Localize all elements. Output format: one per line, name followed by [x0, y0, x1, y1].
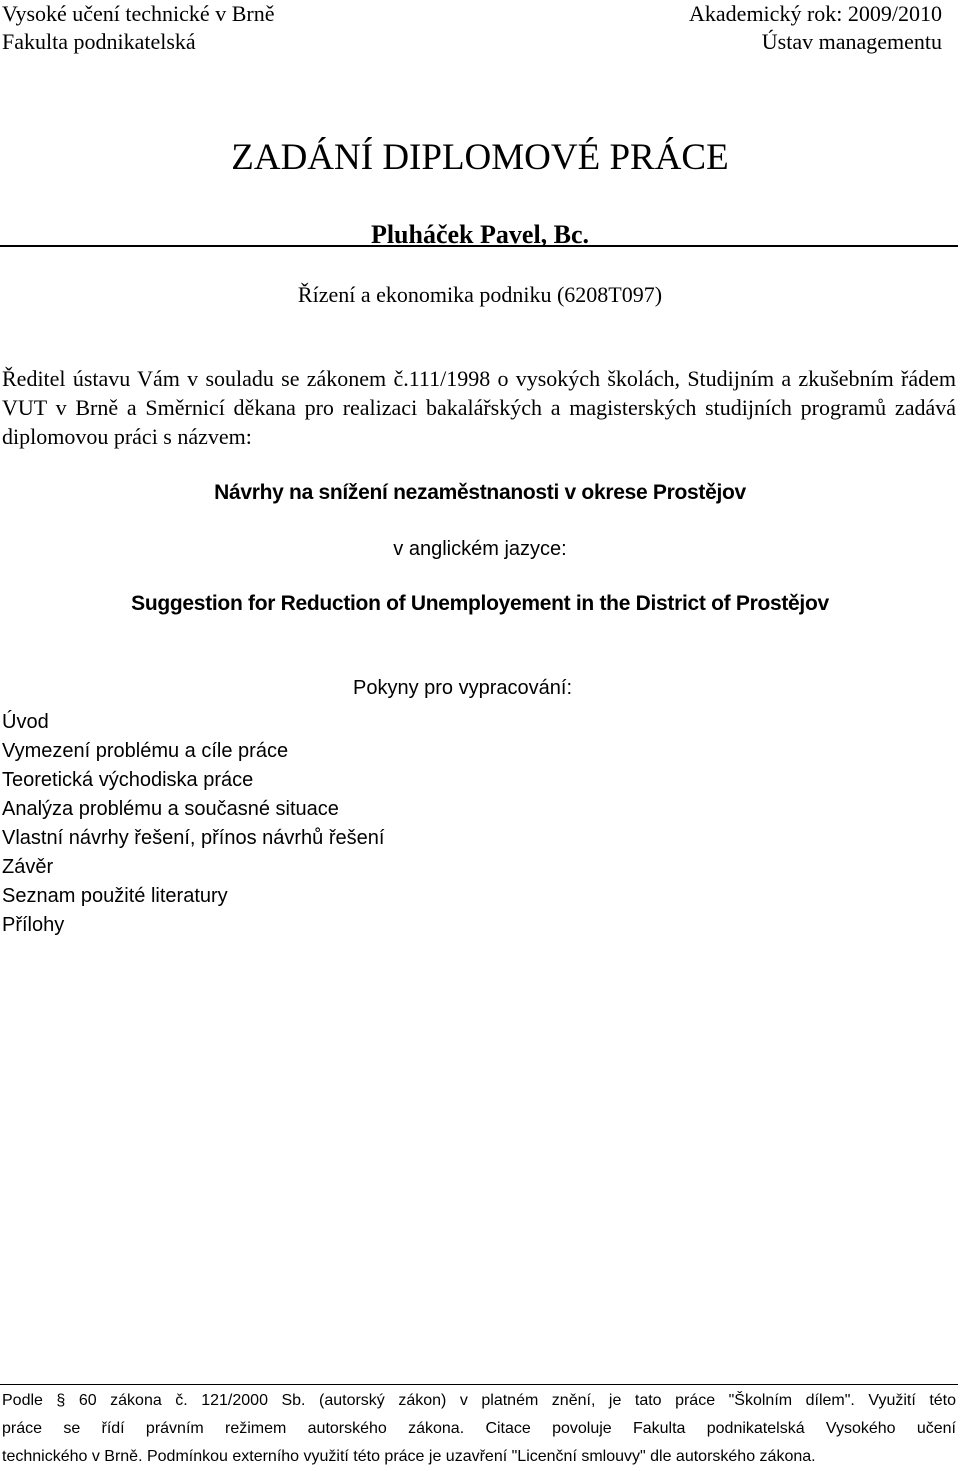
instructions-list	[2, 708, 384, 940]
study-program: Řízení a ekonomika podniku (6208T097)	[297, 282, 663, 307]
academic-year: Akademický rok: 2009/2010	[689, 1, 942, 26]
intro-paragraph: Ředitel ústavu Vám v souladu se zákonem č.111/1998 o vysokých školách, Studijním a zkušebním řádem VUT v Brně a Směrnicí děkana pro realizaci bakalářských a magisterských studijních programů zadává diplomovou práci s názvem:	[2, 366, 956, 449]
institute-name: Ústav managementu	[761, 29, 942, 54]
instruction-item: Závěr	[2, 856, 54, 878]
copyright-line: Podle § 60 zákona č. 121/2000 Sb. (autorský zákon) v platném znění, je tato práce "Školním dílem". Využití této	[2, 1392, 956, 1409]
instruction-item: Vlastní návrhy řešení, přínos návrhů řešení	[2, 827, 385, 849]
footer-divider	[0, 1384, 958, 1385]
faculty-name: Fakulta podnikatelská	[2, 29, 196, 54]
university-name: Vysoké učení technické v Brně	[2, 1, 275, 26]
instruction-item: Teoretická východiska práce	[2, 769, 254, 791]
instructions-heading: Pokyny pro vypracování:	[353, 677, 572, 699]
thesis-title-english: Suggestion for Reduction of Unemployement in the District of Prostějov	[131, 592, 829, 615]
copyright-line: technického v Brně. Podmínkou externího využití této práce je uzavření "Licenční smlouvy" dle autorského zákona.	[2, 1448, 816, 1465]
thesis-title-czech: Návrhy na snížení nezaměstnanosti v okrese Prostějov	[214, 481, 746, 504]
page-title: ZADÁNÍ DIPLOMOVÉ PRÁCE	[231, 137, 729, 178]
english-language-label: v anglickém jazyce:	[393, 538, 567, 560]
copyright-notice	[2, 1387, 956, 1471]
instruction-item: Přílohy	[2, 914, 65, 936]
instruction-item: Vymezení problému a cíle práce	[2, 740, 289, 762]
student-name: Pluháček Pavel, Bc.	[370, 220, 590, 249]
instruction-item: Úvod	[2, 711, 49, 733]
title-divider	[0, 245, 958, 247]
copyright-line: práce se řídí právním režimem autorského zákona. Citace povoluje Fakulta podnikatelská Vysokého učení	[2, 1420, 956, 1437]
instruction-item: Analýza problému a současné situace	[2, 798, 339, 820]
instruction-item: Seznam použité literatury	[2, 885, 228, 907]
